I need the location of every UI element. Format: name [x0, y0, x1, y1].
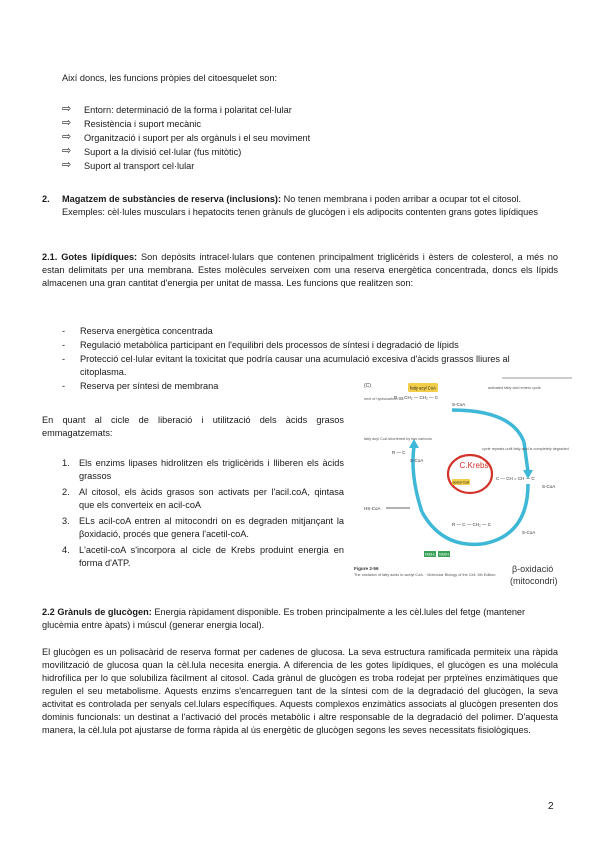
section-2-paragraph: [62, 193, 558, 219]
list-item-text: Reserva energètica concentrada: [80, 326, 213, 336]
svg-text:R — C: R — C: [392, 450, 406, 455]
cycle-arrow: [452, 410, 524, 442]
svg-text:acetyl CoA: acetyl CoA: [452, 480, 470, 485]
section-title: Magatzem de substàncies de reserva (inclusions):: [62, 194, 282, 204]
svg-text:R — C — CH₂ — C: R — C — CH₂ — C: [452, 522, 491, 527]
section-2-1-paragraph: [42, 251, 558, 290]
svg-text:activated fatty acid enters cy: activated fatty acid enters cycle: [488, 386, 541, 390]
section-text: Son depòsits intracel·lulars que contenen principalment triglicèrids i èsters de colesterol, a més no estan delimitats per una membrana. Estes molècules serveixen com una reserva energètica concentrada, doncs els lípids almacenen una gran cantitat d'energia per unitat de massa. Les funcions que realitzen son:: [42, 252, 559, 288]
svg-text:R — CH₂ — CH₂ — C: R — CH₂ — CH₂ — C: [394, 395, 438, 400]
section-text: No tenen membrana i poden arribar a ocupar tot el citosol. Exemples: cèl·lules musculars i hepatocits tenen grànuls de glucògen i els adipocits contenten grans gotes lipídiques: [62, 194, 538, 217]
arrow-right-icon: ⇨: [62, 131, 72, 143]
page-number: 2: [548, 801, 554, 812]
svg-text:next of hydrocarbon tail: next of hydrocarbon tail: [364, 397, 404, 401]
list-item-text: Al citosol, els àcids grasos son activats per l'acil.coA, qintasa que els converteix en acil-coA: [79, 487, 344, 510]
list-item: [62, 132, 542, 146]
glycogen-paragraph: El glucògen es un polisacàrid de reserva format per cadenes de glucosa. La seva estructura ramificada permiteix una ràpida movilització de glucosa quan la cèl.lula necesita energia. A diferencia de les gotes lipídiques, el glucògen es una molécula hidrofílica per lo que solubiliza fàcilment al citosol. Cada grànul de glucògen es troba rodejat per prpteïnes enzimàtiques que regulen el seu metabolisme. Aquests enzims s'encarreguen tant de la síntesi com de la degradació del glucògen, la seva activitat es controlada per senyals cel.lulars específiques. Aquests complexos enzimàtics associats al glucògen presenten dos dominis funcionals: un destinat a l'activació del procés metabòlic i altre responsable de la degradació del polimer. D'aquesta manera, la cèl.lula pot ajustarse de forma ràpida al ús energètic de glucògen segons les seves necessitats fisiològiques.: [42, 647, 558, 735]
list-item: 2. Al citosol, els àcids grasos son activats per l'acil.coA, qintasa que els converteix en acil-coA: [62, 487, 344, 510]
beta-oxidation-diagram: [352, 376, 572, 588]
fatty-acyl-coa-label: fatty acyl CoA: [410, 385, 436, 391]
svg-text:S-CoA: S-CoA: [542, 484, 556, 489]
arrow-right-icon: ⇨: [62, 159, 72, 171]
arrow-right-icon: ⇨: [62, 103, 72, 115]
list-item: 4. L'acetil-coA s'incorpora al cicle de Krebs produint energia en forma d'ATP.: [62, 545, 344, 568]
section-number: 2.: [42, 194, 50, 204]
list-item: [62, 160, 542, 174]
section-text: Energia ràpidament disponible. Es troben principalmente a les cèl.lules del fetge (mantener glucèmia entre àpats) i múscul (generar energia local).: [42, 607, 526, 630]
list-item-text: Suport a la divisió cel·lular (fus mitòtic): [84, 147, 242, 157]
list-item-text: Regulació metabòlica participant en l'equilibri dels processos de síntesi i degradació de lípids: [80, 340, 459, 350]
list-item: [62, 118, 542, 132]
list-item-text: Reserva per síntesi de membrana: [80, 381, 219, 391]
list-item: 1. Els enzims lipases hidrolitzen els triglicèrids i lliberen els àcids grassos: [62, 458, 344, 481]
svg-text:NADH: NADH: [439, 552, 449, 557]
panel-label: (C): [364, 383, 371, 389]
svg-text:S-CoA: S-CoA: [522, 530, 536, 535]
beta-oxidation-subtitle: (mitocondri): [510, 576, 558, 586]
list-item-text: Entorn: determinació de la forma i polaritat cel·lular: [84, 105, 292, 115]
intro-paragraph: Així doncs, les funcions pròpies del citoesquelet son:: [62, 73, 278, 83]
krebs-label: C.Krebs: [459, 461, 489, 470]
list-item: - Reserva energètica concentrada: [62, 326, 213, 336]
fatty-acid-cycle-intro: En quant al cicle de liberació i utilització dels àcids grasos emmagatzemats:: [42, 415, 344, 438]
arrow-right-icon: ⇨: [62, 117, 72, 129]
svg-text:Figure 2-56: [354, 566, 379, 571]
list-item-text: Suport al transport cel·lular: [84, 161, 195, 171]
section-title: 2.2 Grànuls de glucògen:: [42, 607, 152, 617]
list-item-text: Resistència i suport mecànic: [84, 119, 201, 129]
section-2-2-paragraph: [42, 606, 558, 632]
section-2: [42, 193, 558, 219]
cytoskeleton-functions-list: [62, 104, 542, 174]
svg-text:S-CoA: S-CoA: [410, 458, 424, 463]
svg-text:S-CoA: S-CoA: [452, 402, 466, 407]
figure-caption: The oxidation of fatty acids to acetyl CoA. · Molecular Biology of the Cell. 6th Edition.: [354, 573, 497, 577]
caption-figure-number: Figure 2-56: [354, 566, 379, 571]
list-item-text: Organització i suport per als orgànuls i el seu moviment: [84, 133, 311, 143]
list-item-text: Protecció cel·lular evitant la toxicitat que podría causar una acumulació excesiva d'àcids grassos lliures al citoplasma.: [80, 354, 510, 377]
list-item: - Regulació metabòlica participant en l'equilibri dels processos de síntesi i degradació de lípids: [62, 340, 459, 350]
svg-text:HS-CoA: HS-CoA: [364, 506, 381, 511]
list-item: [62, 146, 542, 160]
beta-oxidation-title: β-oxidació: [512, 564, 554, 574]
list-item-text: ELs acil-coA entren al mitocondri on es degraden mitjançant la βoxidació, procés que genera l'acetil-coA.: [79, 516, 344, 539]
beta-oxidation-figure: [352, 376, 572, 588]
list-item-text: Els enzims lipases hidrolitzen els triglicèrids i lliberen els àcids grassos: [79, 458, 344, 481]
arrow-right-icon: ⇨: [62, 145, 72, 157]
list-item: - Reserva per síntesi de membrana: [62, 381, 219, 391]
list-item: - Protecció cel·lular evitant la toxicitat que podría causar una acumulació excesiva d'àcids grassos lliures al citoplasma.: [62, 354, 510, 377]
list-item: [62, 104, 542, 118]
fatty-acid-cycle-steps: [62, 457, 344, 573]
svg-text:fatty acyl CoA shortened by tw: fatty acyl CoA shortened by two carbons: [364, 437, 432, 441]
svg-text:C — CH = CH — C: C — CH = CH — C: [496, 476, 535, 481]
list-item-text: L'acetil-coA s'incorpora al cicle de Krebs produint energia en forma d'ATP.: [79, 545, 344, 568]
list-item: 3. ELs acil-coA entren al mitocondri on es degraden mitjançant la βoxidació, procés que genera l'acetil-coA.: [62, 516, 344, 539]
svg-text:cycle repeats until fatty acid: cycle repeats until fatty acid is completely degraded: [482, 447, 569, 451]
svg-text:FADH₂: FADH₂: [424, 552, 436, 557]
section-title: 2.1. Gotes lipídiques:: [42, 252, 138, 262]
